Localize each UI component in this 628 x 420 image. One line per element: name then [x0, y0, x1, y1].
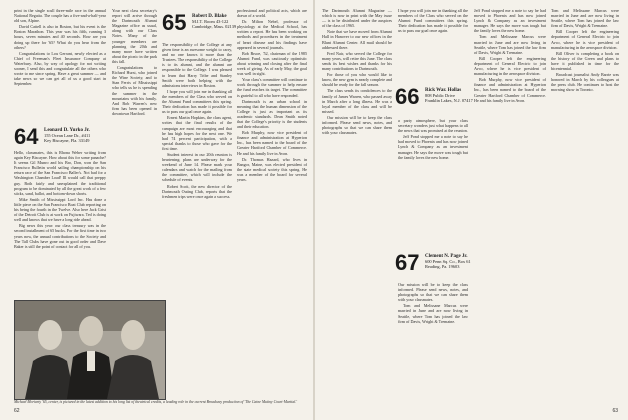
paragraph: Note that we have moved from Alumni Hall in Hanover to our new offices in the Blunt Alumni Center. All mail should be addressed there. — [322, 29, 392, 50]
class-secretary-address — [44, 128, 108, 144]
paragraph: Dr. Milton Nebel, professor of physiology at the Medical School, has written a report. He has been working on methods and procedures in the treatment of heart disease and his findings have appeared in several journals. — [237, 19, 307, 50]
paragraph: Our mission will be to keep the class informed. Please send news, notes, and photographs so that we can share them with your classmates. — [398, 282, 468, 303]
paragraph: Our mission will be to keep the class informed. Please send news, notes, and photographs so that we can share them with your classmates. — [322, 114, 392, 136]
class-year-number: 66 — [395, 84, 420, 109]
address-line: 808 Public Drive — [425, 93, 455, 99]
column-left-3 — [162, 42, 232, 297]
column-left-1-top — [14, 8, 106, 118]
class-year-number: 64 — [14, 124, 39, 149]
paragraph: professional and political acts, which are drawn of a world. — [237, 8, 307, 19]
address-line: M.I.T. Room 43-122 — [192, 19, 229, 25]
address-line: 155 Ocean Lane Dr., #411 — [44, 133, 91, 139]
column-right-3 — [474, 8, 546, 398]
paragraph: Bob Murphy, now vice president of finance and administration at Hyperion Inc., has been named to the board of the Greater Hartford Chamber of Commerce. He and his family live in Avon. — [237, 130, 307, 156]
address-line: Franklin Lakes, N.J. 07417 — [425, 98, 473, 104]
class-year-number: 67 — [395, 250, 420, 275]
column-right-1 — [322, 8, 392, 398]
paragraph: Big news this year: our class treasury was in the second installment of 65 bucks. For the first time in two years now, the annual contributions to the Society and The Tall Clubs have gone out in good order and Dave Baker is still the point of contact for all of you. — [14, 223, 106, 249]
paragraph: Student interest in our 20th reunion is heartening; plans are underway for the weekend of June 14. Please mark your calendars and watch for the mailing from the committee, which will include the schedule of events. — [162, 151, 232, 183]
paragraph: Your next class secretary's report will arrive through the Dartmouth Alumni Magazine office as usual, along with our Class Notes. Many of the younger members are planning the 20th and many more have written about the picnic in the park this fall. — [112, 8, 157, 64]
paragraph: I hope you will join me in thanking all the members of the Class who served on the Alumni Fund committees this spring. Their dedication has made it possible for us to pass our goal once again. — [398, 8, 468, 34]
paragraph: Congratulations to Lou Gerrant, newly elected as a Chief of Freeman's Fleet Insurance Company at Waterbury. Also, by way of apology for not writing sooner, I send this and congratulate all the others who wrote to me since spring. Have a great summer — and take news so we can get all of us a good start in September. — [14, 50, 106, 87]
paragraph: The Dartmouth Alumni Magazine — which is now in print with the May issue — is to be distributed under the auspices of the class of 1965. — [322, 8, 392, 29]
paragraph: Tom and Melissane Marcus were married in June and are now living in Seattle, where Tom has joined the law firm of Davis, Wright & Tremaine. — [551, 8, 619, 29]
paragraph: Tom and Melissane Marcus were married in June and are now living in Seattle, where Tom has joined the law firm of Davis, Wright & Tremaine. — [398, 303, 468, 324]
photo-caption: Michael Moriarty '65, center, is pictured in the latest addition to his long list of theatrical credits, a leading role in the current Broadway production of 'The Caine Mutiny Court-Martial.' — [14, 400, 298, 404]
address-line: Reading, Pa. 19603 — [425, 264, 460, 270]
column-left-2 — [112, 8, 157, 298]
page-gutter — [313, 0, 315, 420]
paragraph: For those of you who would like to know, the new gym is nearly complete and should be ready for the fall season. — [322, 72, 392, 88]
paragraph: Dr. Thomas Hazard, who lives in Bangor, Maine, was elected president of the state medical society this spring. He was a member of the board for several years. — [237, 156, 307, 182]
class-year-number: 65 — [162, 10, 187, 35]
paragraph: David Cattell is also in Boston, but his event is the Boston Marathon. This year was his fifth, running 3 hours, seven minutes and 40 seconds. How are you doing up there for '65? What do you hear from the others? — [14, 24, 106, 50]
address-line: Key Biscayne, Fla. 33149 — [44, 138, 90, 144]
paragraph: The responsibility of the College at any given time is an awesome weight to carry, and no one knows it more than the Trustees. The responsibility of the College is to its alumni, and the alumni are responsible to the College. I was pleased to learn that Harry Tribe and Stanley Smith were both helping with the admissions interviews in Boston. — [162, 42, 232, 88]
paragraph: Mike Smith of Mississippi Lord Inc. Has done a little piece on the San Francisco Boat Club reporting on his being the fourth in the Twelve. Also here Jack Grist of the Detroit Club is at work on Fujiwara. Ted is doing well and knows that we have a long ride ahead. — [14, 196, 106, 223]
page-number-right: 63 — [612, 408, 618, 414]
column-left-1-bottom — [14, 150, 106, 295]
column-right-4 — [551, 8, 619, 398]
paragraph: Bob Bruce, '52, chairman of the 1985 Alumni Fund, was cautiously optimistic about winning and closing after the final week of giving. As of early May, the goal was well in sight. — [237, 50, 307, 77]
paragraph: Jeff Pond stopped me a note to say he had moved to Phoenix and has now joined Lynch & Company as an investment manager. He says the move was tough but the family loves the new home. — [398, 134, 468, 160]
address-line: Cambridge, Mass. 02139 — [192, 24, 237, 30]
secretary-name: Robert D. Blake — [192, 14, 227, 19]
paragraph: Ernest Martin Hopkins, the class agent, writes that the final results of the campaign are most encouraging and that he has high hopes for the next one. We had 74 percent participation, with a special thanks to those who gave for the first time. — [162, 115, 232, 151]
secretary-name: Leonard D. Yurko Jr. — [44, 128, 90, 133]
paragraph: Robert Scott, the new director of the Dartmouth Outing Club, reports that the freshmen trips were once again a success. — [162, 183, 232, 199]
paragraph: Jeff Pond stopped me a note to say he had moved to Phoenix and has now joined Lynch & Company as an investment manager. He says the move was tough but the family loves the new home. — [474, 8, 546, 34]
column-right-2-mid — [398, 118, 468, 243]
paragraph: The class sends its condolences to the family of James Warren, who passed away in March after a long illness. He was a loyal member of the class and will be missed. — [322, 88, 392, 114]
page-number-left: 62 — [14, 408, 20, 414]
secretary-name: Clement N. Page Jr. — [425, 254, 468, 259]
paragraph: Broadcast journalist Andy Barrie was honored in March by his colleagues at the press club. He continues to host the morning show in Toronto. — [551, 72, 619, 93]
paragraph: Bill Cooper left the engineering department of General Electric to join Avco, where he is vice president of manufacturing in the aerospace division. — [551, 29, 619, 50]
secretary-name: Rick War. Hollas — [425, 88, 462, 93]
column-left-4 — [237, 8, 307, 398]
paragraph: Your class's committee will continue to work through the summer to help ensure the fund reaches its target. The committee is grateful to all who have responded. — [237, 77, 307, 98]
class-photo — [14, 300, 166, 400]
paragraph: Congratulations to Richard Hurst, who joined the Wine Society, and to Stan Ferris of Mississippi who tells us he is spending the summer in the mountains with his family. And Bob Warren's new firm has been opened in downtown Hartford. — [112, 65, 157, 116]
paragraph: Bill Oliver is completing a book on the history of the Green and plans to have it published in time for the bicentennial. — [551, 50, 619, 72]
column-right-2-top — [398, 8, 468, 80]
paragraph: Fred Nair, who served the College for many years, will retire this June. The class sends its best wishes and thanks for his many contributions to Dartmouth. — [322, 50, 392, 72]
address-line: 600 Penn Sq. Co., Box 61 — [425, 259, 471, 265]
paragraph: a party atmosphere, but your class secretary wonders just what happens to all the news that was promised at the reunion. — [398, 118, 468, 134]
paragraph: Hello, classmates, this is Rhona Weber writing from again Key Biscayne. How about this for some panache? It seems Gil Munro and his Bro, Don, won the San Francisco Bulletin world sailing championship on his return race of the San Francisco Baller's. Not bad for a Washington Chamber Load! Ill would call that preppy guy. Both fairly and unexplained the traditional program to be dominated by all the great work of a few sticks, sand, ballot, and bottom-down shorts. — [14, 150, 106, 196]
paragraph: Bob Murphy, now vice president of finance and administration at Hyperion Inc., has been named to the board of the Greater Hartford Chamber of Commerce. He and his family live in Avon. — [474, 77, 546, 103]
paragraph: Bill Cooper left the engineering department of General Electric to join Avco, where he is vice president of manufacturing in the aerospace division. — [474, 55, 546, 77]
paragraph: Dartmouth is an urban school in meaning that the human dimension of the College is just as important as its academic standards. Dean Smith noted that the College's priority is the students and their education. — [237, 98, 307, 130]
paragraph: Tom and Melissane Marcus were married in June and are now living in Seattle, where Tom has joined the law firm of Davis, Wright & Tremaine. — [474, 34, 546, 55]
column-right-2-bottom — [398, 282, 468, 398]
paragraph: print in the single scull three-mile race in the annual National Regatta. The couple has a five-and-a-half-year old son, Alpine. — [14, 8, 106, 24]
paragraph: I hope you will join me in thanking all the members of the Class who served on the Alumni Fund committees this spring. Their dedication has made it possible for us to pass our goal once again. — [162, 88, 232, 115]
